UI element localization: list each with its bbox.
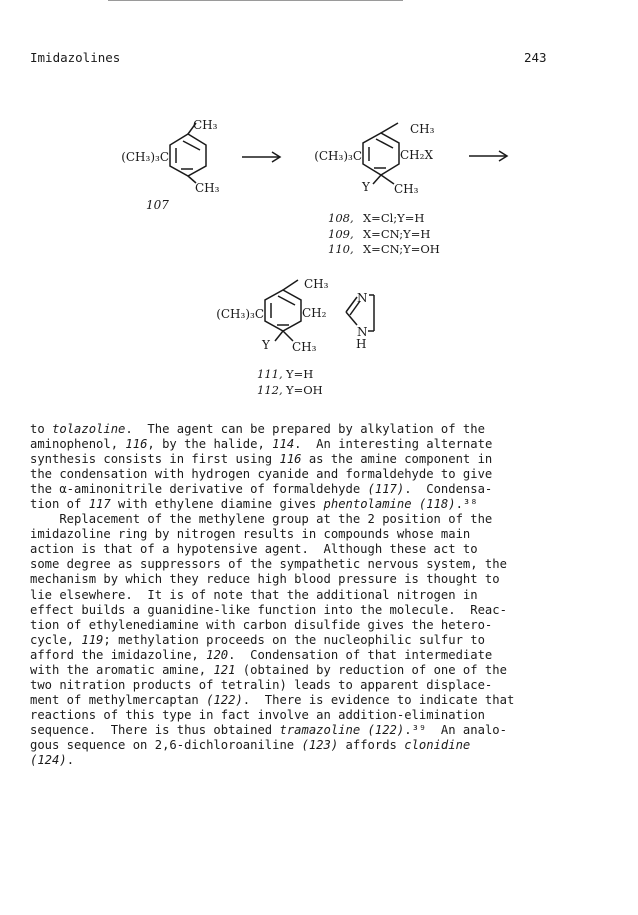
text-span: with the aromatic amine, (30, 662, 214, 677)
text-line (30, 512, 630, 527)
c111-ring-hydrogen: H (356, 337, 367, 351)
body-text (30, 422, 630, 768)
italic-span: phentolamine (118) (323, 497, 456, 512)
text-span: imidazoline ring by nitrogen results in compounds whose main (30, 527, 471, 542)
text-span: tion of (30, 497, 89, 512)
c107-top-methyl: CH₃ (193, 118, 218, 132)
c107-bottom-methyl: CH₃ (195, 181, 220, 195)
c109-variant-text: X=CN;Y=H (363, 227, 431, 241)
c111-bottom-methyl: CH₃ (292, 340, 317, 354)
text-span: .³⁹ An analo- (404, 722, 507, 737)
text-span: synthesis consists in first using (30, 452, 280, 467)
text-line (30, 437, 630, 452)
c108-bottom-methyl: CH₃ (394, 182, 419, 196)
text-line (30, 572, 630, 587)
text-line (30, 753, 630, 768)
italic-span: tolazoline (52, 422, 126, 436)
text-span: cycle, (30, 632, 82, 647)
text-span: . (66, 753, 75, 768)
text-span: some degree as suppressors of the sympathetic nervous system, the (30, 557, 507, 572)
text-span: (obtained by reduction of one of the (235, 662, 507, 677)
reaction-arrow-2 (469, 151, 507, 161)
text-span: with ethylene diamine gives (110, 497, 324, 512)
c111-y-substituent: Y (262, 338, 270, 352)
text-line (30, 467, 630, 482)
text-line (30, 588, 630, 603)
reaction-scheme (0, 0, 638, 400)
text-span: the α-aminonitrile derivative of formaldehyde (30, 482, 368, 497)
text-span: . Condensa- (404, 482, 493, 497)
text-span: afford the imidazoline, (30, 647, 207, 662)
text-line (30, 603, 630, 618)
text-span: aminophenol, (30, 437, 126, 452)
italic-span: 117 (88, 497, 111, 512)
reaction-arrow-1 (242, 152, 280, 162)
c111-ring-nitrogen-bottom: N (357, 325, 368, 339)
c107-tert-butyl: (CH₃)₃C (121, 150, 169, 164)
text-span: affords (338, 737, 405, 752)
italic-span: (123) (301, 737, 339, 752)
text-span: lie elsewhere. It is of note that the additional nitrogen in (30, 587, 478, 602)
c109-variant-number: 109, (328, 227, 354, 241)
text-span: . The agent can be prepared by alkylation of the (125, 422, 485, 436)
text-line (30, 708, 630, 723)
c112-variant-number: 112, (257, 383, 283, 397)
italic-span: 114 (272, 437, 295, 452)
text-line (30, 527, 630, 542)
page-number: 243 (524, 50, 547, 65)
text-span: ; methylation proceeds on the nucleophilic sulfur to (103, 632, 485, 647)
c108-variant-text: X=Cl;Y=H (363, 211, 425, 225)
text-line (30, 663, 630, 678)
c108-tert-butyl: (CH₃)₃C (314, 149, 362, 163)
text-span: . An interesting alternate (294, 437, 493, 452)
running-title: Imidazolines (30, 50, 121, 65)
text-span: , by the halide, (147, 437, 273, 452)
text-span: . Condensation of that intermediate (228, 647, 493, 662)
text-line (30, 452, 630, 467)
text-line (30, 648, 630, 663)
text-span: effect builds a guanidine-like function into the molecule. Reac- (30, 602, 507, 617)
italic-span: tramazoline (122) (279, 722, 405, 737)
text-span: ment of methylmercaptan (30, 692, 207, 707)
c110-variant-number: 110, (328, 242, 354, 256)
c110-variant-text: X=CN;Y=OH (363, 242, 440, 256)
c111-tert-butyl: (CH₃)₃C (216, 307, 264, 321)
italic-span: clonidine (404, 737, 471, 752)
text-span: Replacement of the methylene group at the 2 position of the (30, 512, 493, 527)
italic-span: 120 (206, 647, 229, 662)
c111-top-methyl: CH₃ (304, 277, 329, 291)
italic-span: 116 (279, 452, 302, 467)
c108-top-methyl: CH₃ (410, 122, 435, 136)
text-span: gous sequence on 2,6-dichloroaniline (30, 737, 302, 752)
text-line (30, 633, 630, 648)
c108-y-substituent: Y (362, 180, 370, 194)
text-span: tion of ethylenediamine with carbon disulfide gives the hetero- (30, 617, 493, 632)
text-span: mechanism by which they reduce high blood pressure is thought to (30, 572, 500, 587)
text-line (30, 497, 630, 512)
text-line (30, 557, 630, 572)
text-line (30, 738, 630, 753)
text-line (30, 723, 630, 738)
text-span: action is that of a hypotensive agent. Although these act to (30, 542, 478, 557)
c111-ring-nitrogen-top: N (357, 291, 368, 305)
text-span: two nitration products of tetralin) leads to apparent displace- (30, 677, 493, 692)
text-span: .³⁸ (455, 497, 478, 512)
c112-variant-text: Y=OH (286, 383, 323, 397)
benzene-ring-107 (170, 123, 206, 183)
text-line (30, 482, 630, 497)
italic-span: (124) (30, 753, 67, 768)
c111-variant-number: 111, (257, 367, 283, 381)
text-span: reactions of this type in fact involve an addition-elimination (30, 707, 485, 722)
c108-variant-number: 108, (328, 211, 354, 225)
italic-span: (117) (367, 482, 405, 497)
text-line (30, 422, 630, 437)
text-span: the condensation with hydrogen cyanide and formaldehyde to give (30, 467, 493, 482)
italic-span: 116 (125, 437, 148, 452)
text-span: to (30, 422, 53, 436)
italic-span: 119 (81, 632, 104, 647)
benzene-ring-108 (363, 123, 399, 184)
text-span: sequence. There is thus obtained (30, 722, 280, 737)
c111-variant-text: Y=H (286, 367, 314, 381)
italic-span: 121 (213, 662, 236, 677)
text-span: as the amine component in (301, 452, 493, 467)
text-line (30, 678, 630, 693)
c108-halomethyl: CH₂X (400, 148, 433, 162)
text-span: . There is evidence to indicate that (242, 692, 515, 707)
c111-methylene: CH₂ (302, 306, 327, 320)
text-line (30, 542, 630, 557)
c107-number: 107 (146, 198, 169, 212)
italic-span: (122) (206, 692, 243, 707)
text-line (30, 693, 630, 708)
benzene-ring-111 (265, 280, 301, 341)
text-line (30, 618, 630, 633)
